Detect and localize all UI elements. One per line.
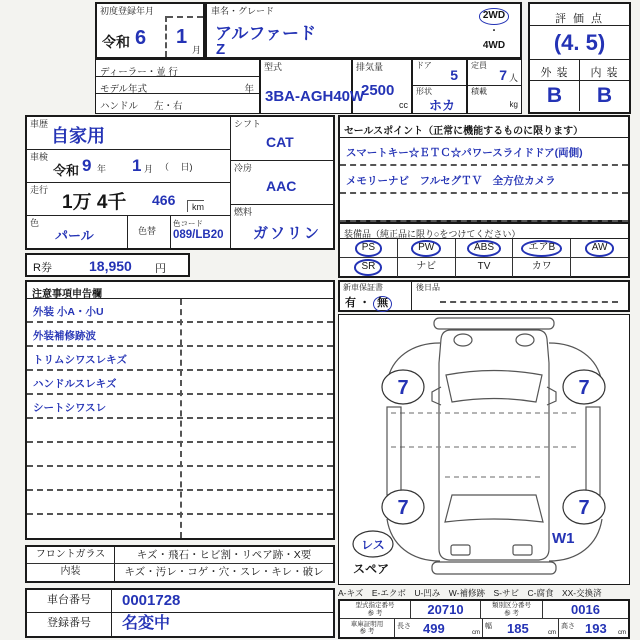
width-label: 幅 xyxy=(485,623,492,630)
height-cell xyxy=(558,619,628,637)
drive-4wd: 4WD xyxy=(482,40,506,51)
garage-cert-label xyxy=(340,619,394,637)
warranty-yes: 有 xyxy=(345,297,356,309)
history-label: 車歴 xyxy=(30,119,49,129)
car-name-value: アルファード xyxy=(215,24,316,43)
equipment-item-circled: エアB xyxy=(521,240,562,257)
inspection-era: 令和 xyxy=(53,163,80,178)
color-change-cell xyxy=(127,216,170,248)
equipment-item-circled: AW xyxy=(585,240,615,257)
equipment-row-2 xyxy=(340,258,628,277)
rear-bumper xyxy=(432,562,556,574)
equipment-item-circled: PW xyxy=(411,240,441,257)
shape-cell xyxy=(413,86,466,111)
side-rail-left xyxy=(387,407,401,495)
length-unit: cm xyxy=(472,630,480,636)
spare-less-text: レス xyxy=(361,538,385,552)
note-row: トリムシワスレキズ xyxy=(27,347,333,371)
car-name-label: 車名・グレード xyxy=(211,6,275,16)
drive-2wd-circled: 2WD xyxy=(479,8,509,25)
color-value: パール xyxy=(55,228,94,243)
rating-grade-headers xyxy=(530,60,629,81)
warranty-separator: ・ xyxy=(359,297,371,309)
tire-depth-rear-left: 7 xyxy=(397,497,409,519)
class-number-value: 0016 xyxy=(542,601,628,618)
note-row: シートシワスレ xyxy=(27,395,333,419)
equipment-box xyxy=(338,222,630,278)
handle-label: ハンドル xyxy=(100,101,139,112)
shift-label: シフト xyxy=(234,119,262,129)
front-bumper xyxy=(434,318,554,329)
hood-detail-left xyxy=(454,334,472,346)
length-label: 長さ xyxy=(397,623,411,630)
front-glass-options: キズ・飛石・ヒビ割・リペア跡・X要 xyxy=(136,549,312,561)
mirror-right xyxy=(547,387,556,405)
capacity-payload-box xyxy=(467,59,522,114)
model-designation-label xyxy=(340,601,410,618)
ac-label: 冷房 xyxy=(234,163,253,173)
tire-depth-front-left: 7 xyxy=(397,377,409,399)
model-code-label: 型式 xyxy=(264,62,283,72)
reference-table-box xyxy=(338,599,630,639)
taillight-right xyxy=(513,545,532,555)
car-diagram-box xyxy=(338,314,630,585)
mirror-left xyxy=(432,387,441,405)
taillight-left xyxy=(451,545,470,555)
ac-value: AAC xyxy=(266,178,297,194)
equipment-item: ナビ xyxy=(397,258,455,277)
displacement-value: 2500 xyxy=(361,82,395,99)
history-row xyxy=(27,117,230,150)
fender-rear-left xyxy=(387,519,440,561)
car-top-view-diagram xyxy=(339,315,628,582)
sales-points-box xyxy=(338,115,630,222)
doors-value: 5 xyxy=(450,67,458,83)
length-value: 499 xyxy=(423,621,445,636)
later-items-blank-line xyxy=(440,301,618,303)
inspection-label: 車検 xyxy=(30,152,49,162)
color-change-label: 色替 xyxy=(138,226,157,236)
registration-number-value: 名変中 xyxy=(122,615,171,632)
fuel-cell xyxy=(231,205,333,248)
handle-value: 左・右 xyxy=(154,101,183,112)
payload-unit: kg xyxy=(509,100,518,109)
registration-number-row xyxy=(27,613,333,636)
displacement-box xyxy=(352,59,412,114)
warranty-box xyxy=(338,280,630,312)
reference-row-2 xyxy=(340,619,628,637)
fuel-label: 燃料 xyxy=(234,207,253,217)
warranty-no-circled: 無 xyxy=(373,296,392,312)
width-value: 185 xyxy=(507,621,529,636)
interior-row xyxy=(27,564,333,581)
equipment-item-circled: SR xyxy=(354,259,382,276)
front-glass-row xyxy=(27,547,333,564)
tire-depth-rear-right: 7 xyxy=(578,497,590,519)
glass-interior-box xyxy=(25,545,335,583)
side-rail-right xyxy=(586,407,600,495)
color-code-cell xyxy=(170,216,230,248)
chassis-number-row xyxy=(27,590,333,613)
rating-grade-values xyxy=(530,81,629,111)
class-number-label-line1: 類別区分番号 xyxy=(492,602,531,610)
inspection-row xyxy=(27,150,230,183)
equipment-item: カワ xyxy=(512,258,570,277)
inspection-year: 9 xyxy=(82,156,92,175)
drivetrain-column xyxy=(230,117,333,248)
shift-value: CAT xyxy=(266,134,294,150)
later-items-cell xyxy=(412,282,628,310)
interior-label: 内 装 xyxy=(590,67,619,79)
capacity-value: 7 xyxy=(499,67,507,83)
note-row: 外装補修跡波 xyxy=(27,323,333,347)
dealer-row: ディーラー・並 行 xyxy=(96,60,259,77)
chassis-number-label: 車台番号 xyxy=(27,590,112,612)
model-year-row xyxy=(96,77,259,94)
equipment-item-circled: PS xyxy=(355,240,382,257)
damage-annotation-w1: W1 xyxy=(552,530,575,547)
mileage-row xyxy=(27,183,230,216)
interior-options: キズ・汚レ・コゲ・穴・スレ・キレ・破レ xyxy=(124,566,324,578)
height-unit: cm xyxy=(618,630,626,636)
drive-separator: ・ xyxy=(489,25,499,37)
capacity-cell xyxy=(468,60,521,86)
shift-cell xyxy=(231,117,333,161)
spare-label: スペア xyxy=(353,562,390,576)
sales-point-line: スマートキー☆ＥＴＣ☆パワースライドドア(両側) xyxy=(340,138,628,166)
ac-cell xyxy=(231,161,333,205)
car-grade-value: Z xyxy=(216,41,226,58)
equipment-item xyxy=(570,258,628,277)
displacement-label: 排気量 xyxy=(356,62,384,72)
interior-label: 内装 xyxy=(27,564,115,581)
height-label: 高さ xyxy=(561,623,575,630)
later-items-label: 後日品 xyxy=(416,283,440,292)
mileage-big: 1万 4千 xyxy=(62,192,127,213)
inspection-month: 1 xyxy=(132,156,142,175)
header-subrows-box xyxy=(95,59,260,114)
id-numbers-box xyxy=(25,588,335,638)
reg-date-label: 初度登録年月 xyxy=(100,6,155,16)
notes-title: 注意事項申告欄 xyxy=(27,282,333,299)
equipment-item xyxy=(455,239,513,257)
recycle-unit: 円 xyxy=(155,263,166,275)
color-row xyxy=(27,216,230,248)
dashed-divider xyxy=(167,16,203,18)
history-value: 自家用 xyxy=(51,126,105,146)
reg-date-box xyxy=(95,2,205,59)
notes-box xyxy=(25,280,335,540)
registration-number-label: 登録番号 xyxy=(27,613,112,636)
equipment-title: 装備品（純正品に限り○をつけてください） xyxy=(340,224,628,239)
mileage-label: 走行 xyxy=(30,185,49,195)
width-unit: cm xyxy=(548,630,556,636)
front-glass-label: フロントガラス xyxy=(27,547,115,563)
equipment-row-1 xyxy=(340,239,628,258)
exterior-grade: B xyxy=(530,81,580,111)
class-number-label-line2: 参 考 xyxy=(504,609,519,617)
capacity-unit: 人 xyxy=(508,73,518,83)
doors-cell xyxy=(413,60,466,86)
height-value: 193 xyxy=(585,621,607,636)
class-number-label xyxy=(480,601,542,618)
doors-shape-box xyxy=(412,59,467,114)
tire-depth-front-right: 7 xyxy=(578,377,590,399)
payload-label: 積載 xyxy=(471,87,487,96)
payload-cell xyxy=(468,86,521,111)
model-designation-value: 20710 xyxy=(410,601,480,618)
note-row: 外装 小A・小U xyxy=(27,299,333,323)
warranty-cell xyxy=(340,282,412,310)
rating-title: 評 価 点 xyxy=(530,4,629,26)
notes-column-divider xyxy=(180,299,182,538)
equipment-item: TV xyxy=(455,258,513,277)
capacity-label: 定員 xyxy=(471,61,487,70)
sales-points-title: セールスポイント（正常に機能するものに限ります） xyxy=(340,117,628,138)
recycle-label: R券 xyxy=(33,262,52,274)
model-year-unit: 年 xyxy=(244,84,254,95)
color-code-label: 色コード xyxy=(173,219,203,228)
equipment-item-circled: ABS xyxy=(467,240,501,257)
mileage-unit: km xyxy=(187,200,204,212)
equipment-item xyxy=(340,258,397,277)
reg-date-era: 令和 xyxy=(102,34,130,50)
windshield xyxy=(446,371,542,403)
color-label: 色 xyxy=(30,218,40,228)
reg-date-month: 1 xyxy=(176,26,188,48)
hood-detail-right xyxy=(516,334,534,346)
rating-score: (4. 5) xyxy=(530,26,629,60)
interior-grade: B xyxy=(596,84,613,107)
reg-date-month-unit: 月 xyxy=(191,45,201,55)
handle-row xyxy=(96,94,259,112)
displacement-unit: cc xyxy=(399,100,408,110)
inspection-day-note: （ 日) xyxy=(160,162,193,172)
warranty-label: 新車保証書 xyxy=(343,283,383,292)
car-name-box xyxy=(205,2,522,59)
recycle-value: 18,950 xyxy=(89,258,132,274)
equipment-item xyxy=(340,239,397,257)
model-designation-label-line1: 型式指定番号 xyxy=(355,602,395,610)
model-code-value: 3BA-AGH40W xyxy=(265,88,365,105)
doors-label: ドア xyxy=(416,61,432,70)
car-body-outline xyxy=(439,330,549,560)
drive-type-cell xyxy=(470,8,518,54)
width-cell xyxy=(482,619,558,637)
garage-cert-label-line1: 車庫証明用 xyxy=(350,620,384,628)
shape-value: ホカ xyxy=(429,98,456,113)
length-cell xyxy=(394,619,482,637)
damage-legend: A-キズ E-エクボ U-凹み W-補修跡 S-サビ C-腐食 XX-交換済 xyxy=(338,588,602,598)
sales-point-line: メモリーナビ フルセグＴＶ 全方位カメラ xyxy=(340,166,628,194)
inspection-year-unit: 年 xyxy=(97,164,107,174)
warranty-options xyxy=(345,294,392,312)
equipment-item xyxy=(397,239,455,257)
recycle-ticket-box xyxy=(25,253,190,277)
shape-label: 形状 xyxy=(416,87,432,96)
chassis-number-value: 0001728 xyxy=(122,592,181,609)
color-code-value: 089/LB20 xyxy=(173,229,224,241)
mileage-small: 466 xyxy=(152,192,176,208)
inspection-month-unit: 月 xyxy=(144,164,154,174)
fuel-value: ガソリン xyxy=(253,225,322,242)
equipment-item xyxy=(512,239,570,257)
reg-date-month-cell xyxy=(165,16,203,57)
reference-row-1 xyxy=(340,601,628,619)
model-designation-label-line2: 参 考 xyxy=(367,609,383,617)
main-info-box xyxy=(25,115,335,250)
exterior-label: 外 装 xyxy=(530,60,580,80)
equipment-item xyxy=(570,239,628,257)
note-row: ハンドルスレキズ xyxy=(27,371,333,395)
reg-date-year: 6 xyxy=(135,27,147,49)
rear-window xyxy=(445,495,543,522)
model-code-box xyxy=(260,59,365,114)
rating-box xyxy=(528,2,631,114)
model-year-label: モデル年式 xyxy=(100,84,148,95)
sales-point-line xyxy=(340,194,628,222)
garage-cert-label-line2: 参 考 xyxy=(359,628,375,635)
